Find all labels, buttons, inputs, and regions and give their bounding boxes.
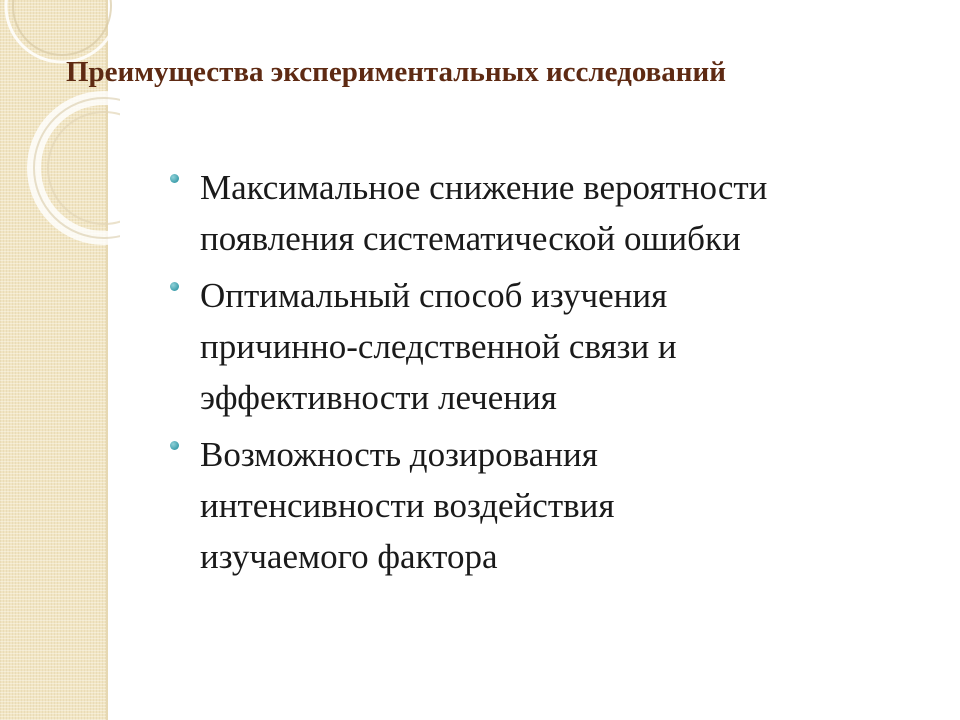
bullet-item bbox=[170, 429, 930, 582]
bullet-text bbox=[200, 162, 930, 264]
bullet-line: появления систематической ошибки bbox=[200, 219, 741, 258]
bullet-item bbox=[170, 270, 930, 423]
bullet-dot-icon bbox=[170, 441, 179, 450]
bullet-line: Максимальное снижение вероятности bbox=[200, 168, 768, 207]
bullet-dot-icon bbox=[170, 174, 179, 183]
bullet-dot-icon bbox=[170, 282, 179, 291]
bullet-item bbox=[170, 162, 930, 264]
bullet-text bbox=[200, 270, 930, 423]
slide-title: Преимущества экспериментальных исследований bbox=[66, 56, 726, 88]
bullet-line: изучаемого фактора bbox=[200, 537, 498, 576]
bullet-text bbox=[200, 429, 930, 582]
bullet-line: причинно-следственной связи и bbox=[200, 327, 677, 366]
decorative-rings bbox=[0, 0, 120, 260]
bullet-list bbox=[170, 162, 930, 588]
bullet-line: Оптимальный способ изучения bbox=[200, 276, 668, 315]
bullet-line: интенсивности воздействия bbox=[200, 486, 615, 525]
bullet-line: Возможность дозирования bbox=[200, 435, 598, 474]
bullet-line: эффективности лечения bbox=[200, 378, 557, 417]
